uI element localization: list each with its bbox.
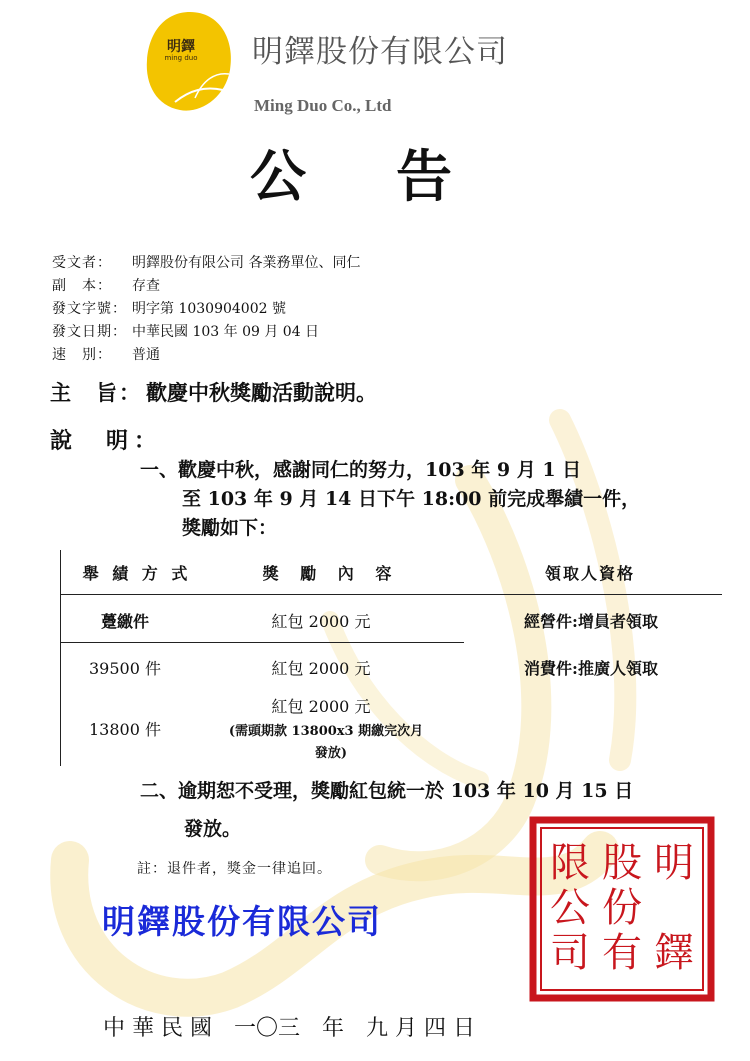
table-row-3-reward-note-2: 發放) [314,746,348,761]
logo-cn: 明鐸 [167,39,195,55]
svg-text:明: 明 [654,840,694,886]
table-row-1-method: 躉繳件 [100,612,149,631]
table-row-2-method: 39500 件 [89,659,161,678]
company-seal [529,816,715,1002]
company-name-en: Ming Duo Co., Ltd [254,96,392,115]
svg-text:公: 公 [550,885,590,931]
explanation-item-1 [140,456,640,543]
logo-text [156,40,206,62]
table-row-3-reward: 紅包 2000 元 [271,697,371,716]
document-title: 公告 [250,145,542,210]
svg-text:限: 限 [550,840,590,886]
svg-text:份: 份 [602,885,642,931]
table-header-method: 舉 績 方 式 [82,564,192,583]
item2-line2: 發放。 [184,818,242,840]
issue-date: 中 華 民 國 一〇三 年 九 月 四 日 [103,1016,475,1041]
meta-copy: 副 本： 存查 [52,278,160,294]
meta-priority: 速 別： 普通 [52,347,160,363]
item2-line1: 二、逾期恕不受理，獎勵紅包統一於 103 年 10 月 15 日 [140,780,634,802]
svg-text:鐸: 鐸 [654,930,694,976]
table-header-reward: 獎 勵 內 容 [262,564,400,583]
table-row-2-reward: 紅包 2000 元 [271,659,371,678]
svg-text:司: 司 [550,930,590,976]
table-row-1-reward: 紅包 2000 元 [271,612,371,631]
item1-line2: 至 103 年 9 月 14 日下午 18:00 前完成舉績一件， [182,488,641,510]
meta-recipient: 受文者： 明鐸股份有限公司 各業務單位、同仁 [52,255,361,271]
meta-doc-number: 發文字號： 明字第 1030904002 號 [52,301,286,317]
table-row-3-method: 13800 件 [89,720,161,739]
company-name-cn: 明鐸股份有限公司 [252,34,508,70]
table-row-1-qualification: 經營件:增員者領取 [524,612,658,631]
note-text: 註：退件者，獎金一律追回。 [137,861,332,877]
subject-line [50,377,377,407]
table-row-2-qualification: 消費件:推廣人領取 [524,659,658,678]
table-header-qualification: 領取人資格 [544,564,635,583]
svg-text:有: 有 [602,930,642,976]
table-row-3-reward-note-1: (需頭期款 13800x3 期繳完次月 [228,724,424,739]
subject-label: 主 旨： [50,380,142,405]
meta-doc-date: 發文日期： 中華民國 103 年 09 月 04 日 [52,324,320,340]
svg-text:股: 股 [602,840,642,886]
company-signature: 明鐸股份有限公司 [102,902,382,941]
item1-line3: 獎勵如下： [182,517,278,539]
reward-table [60,550,722,766]
item1-line1: 一、歡慶中秋，感謝同仁的努力，103 年 9 月 1 日 [140,459,582,481]
document-meta [52,252,360,367]
subject-text: 歡慶中秋獎勵活動說明。 [146,380,377,405]
logo-en: ming duo [164,54,198,62]
company-logo [145,10,235,114]
explanation-label: 說 明： [50,428,163,454]
